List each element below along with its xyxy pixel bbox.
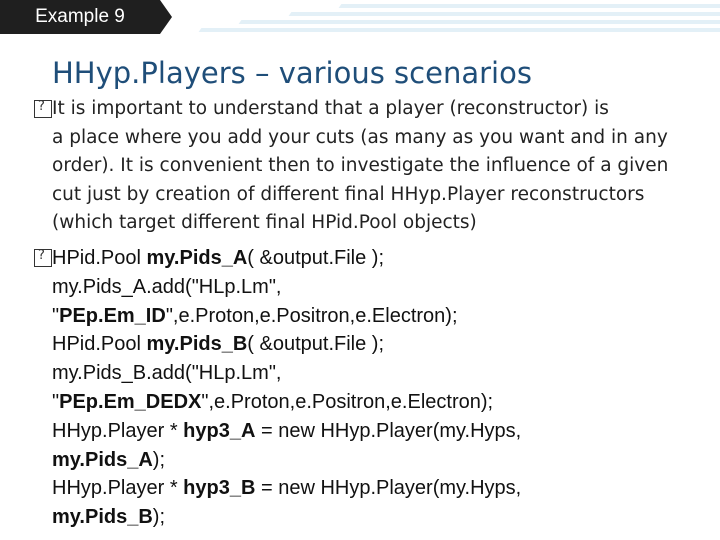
paragraph-line: cut just by creation of different final HHyp.Player reconstructors	[52, 183, 645, 205]
paragraph-line: a place where you add your cuts (as many as you want and in any	[52, 126, 668, 148]
decor-stripe	[289, 12, 720, 16]
paragraph-line: It is important to understand that a player (reconstructor) is	[52, 98, 609, 119]
bullet-paragraph	[52, 95, 702, 238]
decor-stripe	[339, 4, 720, 8]
code-line: "PEp.Em_DEDX",e.Proton,e.Positron,e.Electron);	[52, 390, 494, 413]
code-line: my.Pids_A);	[52, 448, 165, 471]
code-line: HPid.Pool my.Pids_A( &output.File );	[52, 247, 384, 269]
paragraph-line: (which target different final HPid.Pool objects)	[52, 212, 477, 233]
code-line: "PEp.Em_ID",e.Proton,e.Positron,e.Electron);	[52, 304, 458, 327]
decor-stripe	[199, 28, 720, 32]
code-line: HHyp.Player * hyp3_B = new HHyp.Player(my.Hyps,	[52, 477, 522, 500]
code-line: HPid.Pool my.Pids_B( &output.File );	[52, 333, 384, 356]
bullet-icon	[34, 100, 52, 118]
slide-title: HHyp.Players – various scenarios	[52, 56, 532, 90]
decor-stripe	[239, 20, 720, 24]
example-tag-label: Example 9	[35, 6, 125, 27]
code-block	[52, 244, 521, 532]
code-line: HHyp.Player * hyp3_A = new HHyp.Player(my.Hyps,	[52, 419, 522, 442]
code-line: my.Pids_B.add("HLp.Lm",	[52, 362, 282, 385]
code-line: my.Pids_A.add("HLp.Lm",	[52, 275, 282, 298]
code-line: my.Pids_B);	[52, 506, 165, 529]
bullet-icon	[34, 249, 52, 267]
paragraph-line: order). It is convenient then to investigate the influence of a given	[52, 155, 669, 176]
